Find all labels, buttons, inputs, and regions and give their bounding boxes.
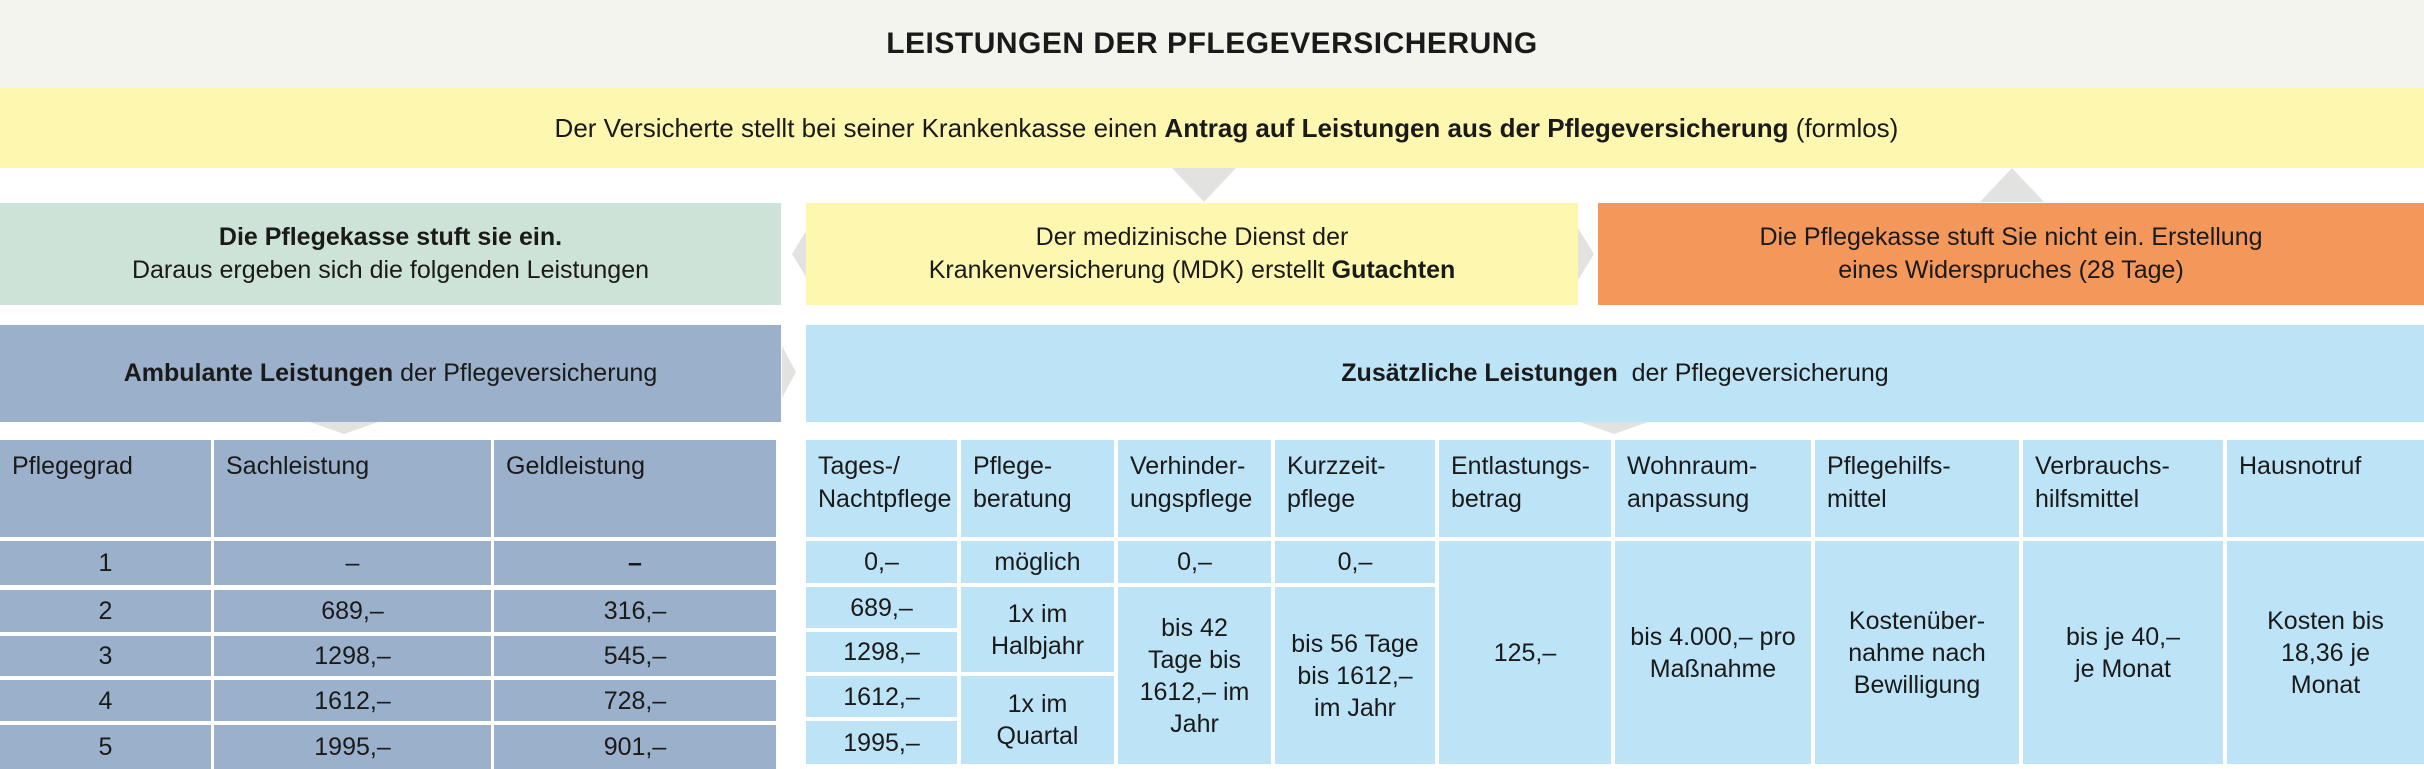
- header-line: pflege: [1287, 485, 1356, 513]
- antrag-suffix: (formlos): [1788, 112, 1899, 143]
- table-cell: möglich: [961, 541, 1114, 583]
- table-cell: 1995,–: [214, 725, 491, 769]
- table-cell: bis je 40,– je Monat: [2023, 541, 2223, 764]
- header-line: Verbrauchs-: [2035, 452, 2170, 480]
- header-line: Kurzzeit-: [1287, 452, 1386, 480]
- column-header-sachleistung: Sachleistung: [214, 440, 491, 537]
- header-line: anpassung: [1627, 485, 1750, 513]
- table-cell: 1995,–: [806, 721, 957, 764]
- table-cell: Kostenüber- nahme nach Bewilligung: [1815, 541, 2019, 764]
- header-line: betrag: [1451, 485, 1522, 513]
- header-line: beratung: [973, 485, 1072, 513]
- header-line: mittel: [1827, 485, 1887, 513]
- zusaetzlich-rest: der Pflegeversicherung: [1617, 359, 1889, 387]
- table-cell: 728,–: [494, 680, 776, 721]
- ambulant-bold: Ambulante Leistungen: [123, 359, 394, 387]
- table-cell: 1x im Quartal: [961, 676, 1114, 764]
- column-header-geldleistung: Geldleistung: [494, 440, 776, 537]
- column-header-tagespflege: [806, 440, 957, 537]
- table-cell: Kosten bis 18,36 je Monat: [2227, 541, 2424, 764]
- table-cell: 545,–: [494, 636, 776, 676]
- column-header-hausnotruf: [2227, 440, 2424, 537]
- widerspruch-line1: Die Pflegekasse stuft Sie nicht ein. Erstellung: [1759, 223, 2263, 251]
- einstufung-box: [0, 203, 781, 305]
- column-header-verhinderungspflege: [1118, 440, 1271, 537]
- antrag-banner: [0, 88, 2424, 168]
- zusaetzlich-header: [806, 325, 2424, 422]
- table-cell: 1298,–: [214, 636, 491, 676]
- column-header-kurzzeitpflege: [1275, 440, 1435, 537]
- header-line: Pflegehilfs-: [1827, 452, 1951, 480]
- widerspruch-box: [1598, 203, 2424, 305]
- widerspruch-line2: eines Widerspruches (28 Tage): [1838, 256, 2184, 284]
- ambulant-rest: der Pflegeversicherung: [393, 359, 658, 387]
- ambulant-header: [0, 325, 781, 422]
- header-line: Hausnotruf: [2239, 452, 2362, 480]
- einstufung-line1: Die Pflegekasse stuft sie ein.: [218, 223, 563, 251]
- table-cell: 5: [0, 725, 211, 769]
- table-cell: 1: [0, 541, 211, 585]
- column-header-entlastungsbetrag: [1439, 440, 1611, 537]
- table-cell: 316,–: [494, 590, 776, 632]
- column-header-pflegeberatung: [961, 440, 1114, 537]
- table-cell: 1x im Halbjahr: [961, 587, 1114, 672]
- header-line: Pflege-: [973, 452, 1053, 480]
- mdk-line1: Der medizinische Dienst der: [1035, 223, 1349, 251]
- table-cell: 901,–: [494, 725, 776, 769]
- table-cell: bis 42 Tage bis 1612,– im Jahr: [1118, 587, 1271, 764]
- table-cell: 3: [0, 636, 211, 676]
- header-line: hilfsmittel: [2035, 485, 2140, 513]
- zusaetzlich-bold: Zusätzliche Leistungen: [1341, 359, 1618, 387]
- table-cell: 1612,–: [806, 676, 957, 717]
- table-cell: 0,–: [1118, 541, 1271, 583]
- table-cell: 1298,–: [806, 632, 957, 672]
- table-cell: 1612,–: [214, 680, 491, 721]
- table-cell: 0,–: [1275, 541, 1435, 583]
- antrag-bold: Antrag auf Leistungen aus der Pflegeversicherung: [1164, 112, 1789, 143]
- header-line: Entlastungs-: [1451, 452, 1590, 480]
- arrow-down-icon: [310, 422, 378, 434]
- header-line: Nachtpflege: [818, 485, 952, 513]
- arrow-up-icon: [1980, 168, 2044, 202]
- table-cell: 689,–: [214, 590, 491, 632]
- table-cell: –: [494, 541, 776, 585]
- mdk-line2: Krankenversicherung (MDK) erstellt: [928, 256, 1332, 284]
- mdk-box: [806, 203, 1578, 305]
- header-line: Verhinder-: [1130, 452, 1246, 480]
- antrag-prefix: Der Versicherte stellt bei seiner Krankenkasse einen: [554, 112, 1165, 143]
- arrow-right-icon: [1578, 228, 1594, 280]
- column-header-verbrauchshilfsmittel: [2023, 440, 2223, 537]
- table-cell: –: [214, 541, 491, 585]
- column-header-pflegegrad: Pflegegrad: [0, 440, 211, 537]
- arrow-right-icon: [782, 346, 796, 398]
- header-line: ungspflege: [1130, 485, 1253, 513]
- column-header-wohnraumanpassung: [1615, 440, 1811, 537]
- table-cell: 689,–: [806, 587, 957, 628]
- arrow-down-icon: [1172, 168, 1236, 202]
- table-cell: 2: [0, 590, 211, 632]
- table-cell: 0,–: [806, 541, 957, 583]
- page-title: LEISTUNGEN DER PFLEGEVERSICHERUNG: [0, 0, 2424, 88]
- header-line: Wohnraum-: [1627, 452, 1758, 480]
- table-cell: bis 4.000,– pro Maßnahme: [1615, 541, 1811, 764]
- mdk-gutachten: Gutachten: [1331, 256, 1456, 284]
- table-cell: 4: [0, 680, 211, 721]
- einstufung-line2: Daraus ergeben sich die folgenden Leistungen: [131, 256, 650, 284]
- table-cell: 125,–: [1439, 541, 1611, 764]
- left-table-body: [0, 541, 781, 764]
- header-line: Tages-/: [818, 452, 900, 480]
- column-header-pflegehilfsmittel: [1815, 440, 2019, 537]
- arrow-down-icon: [1580, 422, 1648, 434]
- table-cell: bis 56 Tage bis 1612,– im Jahr: [1275, 587, 1435, 764]
